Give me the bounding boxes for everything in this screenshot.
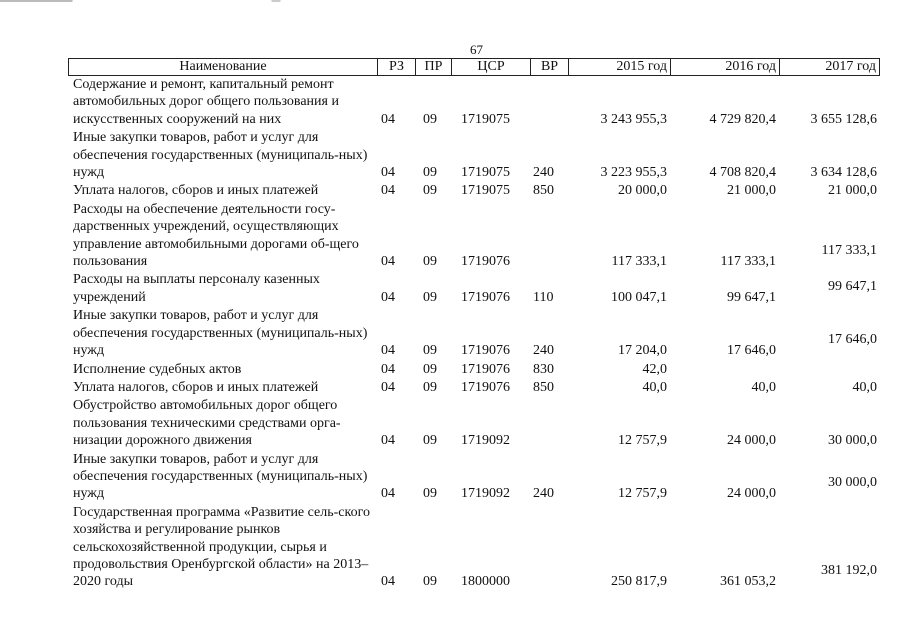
row-2016: 24 000,0 [727, 486, 776, 502]
row-name: Расходы на выплаты персоналу казенных учреждений [73, 272, 320, 305]
row-2017: 3 634 128,6 [810, 165, 877, 181]
row-csr: 1719075 [461, 183, 510, 199]
row-2015: 117 333,1 [611, 254, 667, 270]
row-name: Иные закупки товаров, работ и услуг для обеспечения государственных (муниципаль-ных) нужд [73, 308, 368, 359]
row-name: Обустройство автомобильных дорог общего пользования техническими средствами орга-низации дорожного движения [73, 398, 341, 449]
row-pr: 09 [423, 165, 437, 181]
row-vr: 240 [533, 343, 554, 359]
row-vr: 240 [533, 486, 554, 502]
row-pr: 09 [423, 379, 437, 395]
row-rz: 04 [381, 183, 395, 199]
row-2016: 24 000,0 [727, 433, 776, 449]
row-pr: 09 [423, 343, 437, 359]
row-name: Государственная программа «Развитие сель-ского хозяйства и регулирование рынков сельскохозяйственной продукции, сырья и продовольствия Оренбургской области» на 2013–2020 годы [73, 504, 370, 590]
row-csr: 1719076 [461, 254, 510, 270]
row-name: Исполнение судебных актов [73, 361, 242, 377]
row-2017: 17 646,0 [828, 332, 877, 348]
row-2017: 381 192,0 [821, 563, 877, 579]
header-pr: ПР [415, 58, 451, 76]
row-2016 [670, 361, 779, 379]
row-rz: 04 [381, 433, 395, 449]
row-2015: 17 204,0 [618, 343, 667, 359]
row-name: Иные закупки товаров, работ и услуг для обеспечения государственных (муниципаль-ных) нужд [73, 130, 368, 181]
row-2015: 3 223 955,3 [600, 165, 667, 181]
row-name: Уплата налогов, сборов и иных платежей [73, 379, 319, 395]
row-pr: 09 [423, 289, 437, 305]
header-2017: 2017 год [779, 58, 880, 76]
row-rz: 04 [381, 254, 395, 270]
row-pr: 09 [423, 574, 437, 590]
row-2017: 21 000,0 [828, 183, 877, 199]
row-2017: 30 000,0 [828, 475, 877, 491]
row-pr: 09 [423, 111, 437, 127]
row-vr: 110 [533, 289, 554, 305]
row-2017: 117 333,1 [821, 243, 877, 259]
row-2017 [779, 361, 880, 379]
budget-table [68, 58, 880, 592]
row-pr: 09 [423, 486, 437, 502]
row-vr [530, 397, 568, 450]
row-2016: 4 708 820,4 [709, 165, 776, 181]
row-pr: 09 [423, 361, 437, 377]
row-rz: 04 [381, 486, 395, 502]
row-2016: 17 646,0 [727, 343, 776, 359]
row-vr: 850 [533, 183, 554, 199]
row-vr: 830 [533, 361, 554, 377]
row-2015: 12 757,9 [618, 486, 667, 502]
row-2015: 12 757,9 [618, 433, 667, 449]
header-name: Наименование [68, 58, 377, 76]
row-rz: 04 [381, 379, 395, 395]
row-2016: 4 729 820,4 [709, 111, 776, 127]
page-number: 67 [470, 42, 483, 57]
row-2015: 250 817,9 [611, 574, 667, 590]
row-rz: 04 [381, 111, 395, 127]
row-pr: 09 [423, 183, 437, 199]
header-csr: ЦСР [451, 58, 530, 76]
row-pr: 09 [423, 254, 437, 270]
row-2017: 99 647,1 [828, 278, 877, 294]
row-name: Уплата налогов, сборов и иных платежей [73, 183, 319, 199]
header-vr: ВР [530, 58, 568, 76]
row-2016: 117 333,1 [720, 254, 776, 270]
row-vr: 850 [533, 379, 554, 395]
row-2015: 3 243 955,3 [600, 111, 667, 127]
row-2017: 30 000,0 [828, 433, 877, 449]
row-csr: 1719075 [461, 111, 510, 127]
row-2017: 3 655 128,6 [810, 111, 877, 127]
row-2017: 40,0 [852, 379, 877, 395]
row-2016: 361 053,2 [720, 574, 776, 590]
scan-edge [0, 0, 905, 2]
row-csr: 1719076 [461, 289, 510, 305]
row-pr: 09 [423, 433, 437, 449]
header-rz: РЗ [377, 58, 415, 76]
row-rz: 04 [381, 343, 395, 359]
row-csr: 1719075 [461, 165, 510, 181]
row-name: Расходы на обеспечение деятельности госу-дарственных учреждений, осуществляющих управление автомобильными дорогами об-щего пользования [73, 201, 359, 270]
row-2016: 21 000,0 [727, 183, 776, 199]
row-2016: 99 647,1 [727, 289, 776, 305]
row-rz: 04 [381, 574, 395, 590]
row-rz: 04 [381, 165, 395, 181]
header-2015: 2015 год [568, 58, 670, 76]
row-vr [530, 201, 568, 272]
row-csr: 1719092 [461, 433, 510, 449]
row-vr: 240 [533, 165, 554, 181]
header-2016: 2016 год [670, 58, 779, 76]
row-csr: 1719076 [461, 343, 510, 359]
row-vr [530, 504, 568, 592]
row-csr: 1719076 [461, 379, 510, 395]
row-csr: 1719092 [461, 486, 510, 502]
row-rz: 04 [381, 289, 395, 305]
row-csr: 1800000 [461, 574, 510, 590]
row-2015: 100 047,1 [611, 289, 667, 305]
row-2016: 40,0 [751, 379, 776, 395]
row-vr [530, 76, 568, 129]
row-2015: 40,0 [642, 379, 667, 395]
row-2015: 42,0 [642, 361, 667, 377]
row-2015: 20 000,0 [618, 183, 667, 199]
row-csr: 1719076 [461, 361, 510, 377]
row-name: Содержание и ремонт, капитальный ремонт автомобильных дорог общего пользования и искусственных сооружений на них [73, 77, 339, 127]
row-rz: 04 [381, 361, 395, 377]
row-name: Иные закупки товаров, работ и услуг для обеспечения государственных (муниципаль-ных) нужд [73, 451, 368, 502]
